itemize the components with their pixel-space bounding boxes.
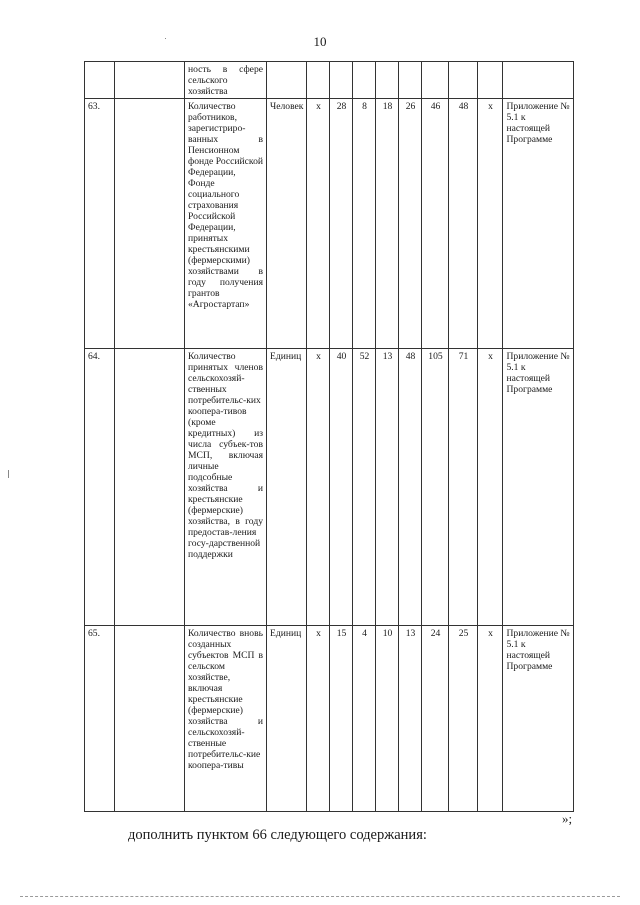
value-cell: 40	[330, 349, 353, 626]
unit: Единиц	[267, 626, 307, 812]
value-cell: 25	[449, 626, 478, 812]
scan-mark	[8, 470, 9, 478]
row-number: 63.	[85, 99, 115, 349]
source-note: Приложение № 5.1 к настоящей Программе	[503, 99, 574, 349]
value-cell: 18	[376, 99, 399, 349]
value-cell: 48	[399, 349, 422, 626]
amendment-text: дополнить пунктом 66 следующего содержания:	[128, 827, 427, 843]
value-cell: 13	[376, 349, 399, 626]
unit: Единиц	[267, 349, 307, 626]
value-cell: 52	[353, 349, 376, 626]
value-cell: х	[478, 349, 503, 626]
indicator-name: Количество принятых членов сельскохозяй-ственных потребительс-ких коопера-тивов (кроме кредитных) из числа субъек-тов МСП, включая личные подсобные хозяйства и крестьянские (фермерские) хозяйства, в году предостав-ления госу-дарственной поддержки	[185, 349, 267, 626]
scan-mark	[165, 38, 166, 39]
value-cell: 13	[399, 626, 422, 812]
unit: Человек	[267, 99, 307, 349]
value-cell: х	[478, 99, 503, 349]
value-cell: х	[307, 349, 330, 626]
value-cell: х	[307, 626, 330, 812]
indicators-table	[84, 61, 574, 812]
value-cell: 4	[353, 626, 376, 812]
value-cell: 10	[376, 626, 399, 812]
value-cell: х	[307, 99, 330, 349]
source-note: Приложение № 5.1 к настоящей Программе	[503, 626, 574, 812]
value-cell: 24	[422, 626, 449, 812]
table-row	[85, 99, 574, 349]
continuation-text: ность в сфере сельского хозяйства	[185, 62, 267, 99]
continuation-row	[85, 62, 574, 99]
value-cell: 28	[330, 99, 353, 349]
value-cell: 8	[353, 99, 376, 349]
page-edge-line	[20, 896, 620, 897]
row-number: 65.	[85, 626, 115, 812]
value-cell: 105	[422, 349, 449, 626]
value-cell: 48	[449, 99, 478, 349]
indicator-name: Количество вновь созданных субъектов МСП в сельском хозяйстве, включая крестьянские (фермерские) хозяйства и сельскохозяй-ственные потребительс-кие коопера-тивы	[185, 626, 267, 812]
value-cell: 71	[449, 349, 478, 626]
value-cell: 26	[399, 99, 422, 349]
source-note: Приложение № 5.1 к настоящей Программе	[503, 349, 574, 626]
value-cell: х	[478, 626, 503, 812]
closing-quote: »;	[562, 811, 573, 826]
indicator-name: Количество работников, зарегистриро-ванных в Пенсионном фонде Российской Федерации, Фонде социального страхования Российской Федерации, принятых крестьянскими (фермерскими) хозяйствами в году получения грантов «Агростартап»	[185, 99, 267, 349]
page-number: 10	[313, 34, 327, 49]
table-row	[85, 349, 574, 626]
value-cell: 46	[422, 99, 449, 349]
row-number: 64.	[85, 349, 115, 626]
value-cell: 15	[330, 626, 353, 812]
table-row	[85, 626, 574, 812]
